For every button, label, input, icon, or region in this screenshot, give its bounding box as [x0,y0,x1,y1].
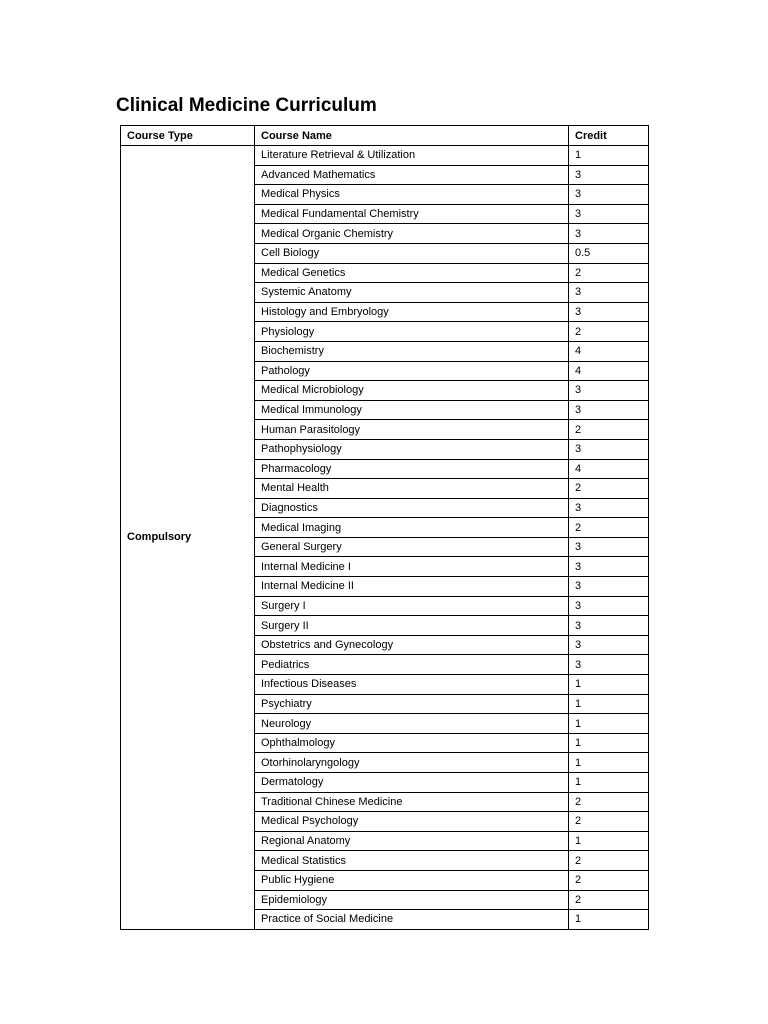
course-name-cell: Human Parasitology [255,420,569,440]
table-body [121,146,649,930]
credit-cell: 3 [569,439,649,459]
course-name-cell: Otorhinolaryngology [255,753,569,773]
credit-cell: 3 [569,616,649,636]
credit-cell: 1 [569,146,649,166]
credit-cell: 2 [569,851,649,871]
credit-cell: 2 [569,263,649,283]
credit-cell: 2 [569,792,649,812]
credit-cell: 3 [569,204,649,224]
credit-cell: 2 [569,420,649,440]
credit-cell: 2 [569,870,649,890]
credit-cell: 4 [569,459,649,479]
course-name-cell: Surgery I [255,596,569,616]
column-header-course-name: Course Name [255,126,569,146]
credit-cell: 3 [569,537,649,557]
credit-cell: 1 [569,753,649,773]
course-name-cell: Systemic Anatomy [255,283,569,303]
course-name-cell: Internal Medicine I [255,557,569,577]
course-name-cell: Traditional Chinese Medicine [255,792,569,812]
course-name-cell: Medical Statistics [255,851,569,871]
course-name-cell: Neurology [255,714,569,734]
credit-cell: 1 [569,910,649,930]
credit-cell: 0.5 [569,243,649,263]
course-name-cell: Ophthalmology [255,733,569,753]
course-name-cell: Pathophysiology [255,439,569,459]
credit-cell: 2 [569,812,649,832]
header-row [121,126,649,146]
course-name-cell: Biochemistry [255,341,569,361]
credit-cell: 1 [569,694,649,714]
course-name-cell: Histology and Embryology [255,302,569,322]
course-name-cell: Medical Organic Chemistry [255,224,569,244]
credit-cell: 4 [569,341,649,361]
credit-cell: 1 [569,733,649,753]
curriculum-table [120,125,649,930]
credit-cell: 3 [569,635,649,655]
credit-cell: 1 [569,773,649,793]
page-title: Clinical Medicine Curriculum [116,95,377,116]
credit-cell: 1 [569,675,649,695]
credit-cell: 3 [569,596,649,616]
course-name-cell: Pediatrics [255,655,569,675]
course-name-cell: Medical Psychology [255,812,569,832]
credit-cell: 4 [569,361,649,381]
credit-cell: 3 [569,185,649,205]
course-name-cell: Cell Biology [255,243,569,263]
course-name-cell: Pharmacology [255,459,569,479]
credit-cell: 3 [569,302,649,322]
course-name-cell: Medical Imaging [255,518,569,538]
course-name-cell: Epidemiology [255,890,569,910]
course-name-cell: Practice of Social Medicine [255,910,569,930]
course-name-cell: Medical Genetics [255,263,569,283]
course-name-cell: Pathology [255,361,569,381]
credit-cell: 3 [569,400,649,420]
course-name-cell: Advanced Mathematics [255,165,569,185]
credit-cell: 3 [569,655,649,675]
credit-cell: 1 [569,714,649,734]
course-name-cell: Diagnostics [255,498,569,518]
course-name-cell: Public Hygiene [255,870,569,890]
column-header-course-type: Course Type [121,126,255,146]
course-name-cell: Mental Health [255,479,569,499]
credit-cell: 3 [569,577,649,597]
credit-cell: 3 [569,381,649,401]
course-name-cell: Internal Medicine II [255,577,569,597]
credit-cell: 2 [569,518,649,538]
course-type-cell: Compulsory [121,146,255,930]
course-name-cell: Literature Retrieval & Utilization [255,146,569,166]
credit-cell: 2 [569,322,649,342]
table-row [121,146,649,166]
course-name-cell: Medical Microbiology [255,381,569,401]
course-name-cell: Physiology [255,322,569,342]
course-name-cell: Psychiatry [255,694,569,714]
course-name-cell: Regional Anatomy [255,831,569,851]
column-header-credit: Credit [569,126,649,146]
course-name-cell: Obstetrics and Gynecology [255,635,569,655]
course-name-cell: General Surgery [255,537,569,557]
course-name-cell: Medical Immunology [255,400,569,420]
credit-cell: 3 [569,283,649,303]
credit-cell: 3 [569,498,649,518]
course-name-cell: Infectious Diseases [255,675,569,695]
credit-cell: 2 [569,890,649,910]
course-name-cell: Medical Physics [255,185,569,205]
credit-cell: 3 [569,165,649,185]
course-name-cell: Medical Fundamental Chemistry [255,204,569,224]
course-name-cell: Dermatology [255,773,569,793]
credit-cell: 3 [569,557,649,577]
credit-cell: 2 [569,479,649,499]
credit-cell: 1 [569,831,649,851]
credit-cell: 3 [569,224,649,244]
course-name-cell: Surgery II [255,616,569,636]
